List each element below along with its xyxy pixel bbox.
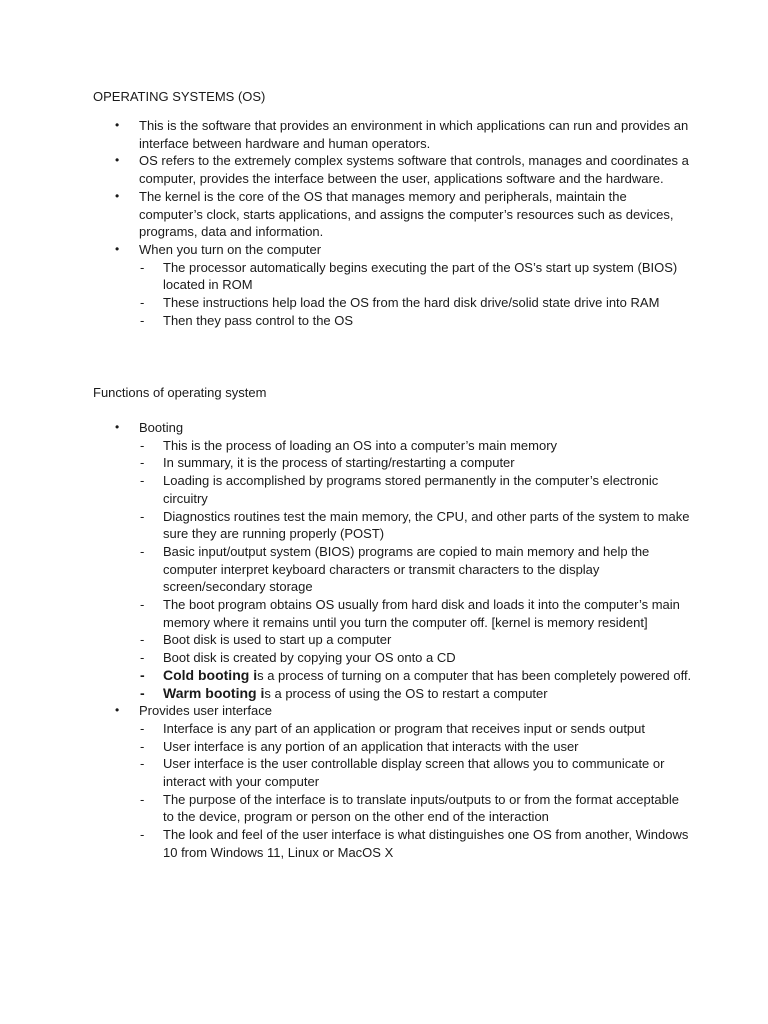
sub-list-item: - Warm booting is a process of using the OS to restart a computer — [140, 684, 548, 701]
sub-list-item: - The look and feel of the user interface is what distinguishes one OS from another, Windows 10 from Windows 11, Linux or MacOS X — [140, 827, 689, 860]
sub-list-item: - User interface is the user controllable display screen that allows you to communicate or interact with your computer — [140, 756, 665, 790]
intro-list — [93, 117, 693, 329]
dash-icon: - — [140, 312, 145, 328]
list-item: • When you turn on the computer — [115, 241, 322, 257]
sub-list-item: - In summary, it is the process of starting/restarting a computer — [140, 455, 515, 471]
bullet-icon: • — [115, 118, 120, 132]
warm-booting-term: Warm booting i — [163, 684, 265, 701]
dash-icon: - — [140, 597, 145, 613]
dash-icon: - — [140, 437, 145, 453]
list-item: • This is the software that provides an environment in which applications can run and provides an interface between hardware and human operators. — [115, 118, 689, 151]
sub-list-item: - These instructions help load the OS from the hard disk drive/solid state drive into RAM — [140, 295, 660, 311]
sub-list-item: - Diagnostics routines test the main memory, the CPU, and other parts of the system to make sure they are running properly (POST) — [140, 508, 690, 542]
list-item: • Booting — [115, 420, 184, 435]
cold-booting-term: Cold booting i — [163, 666, 258, 683]
dash-icon: - — [140, 650, 145, 666]
page-title: OPERATING SYSTEMS (OS) — [93, 89, 266, 104]
dash-icon: - — [140, 827, 145, 843]
sub-list-item: - Then they pass control to the OS — [140, 312, 354, 328]
sub-list-item: - Loading is accomplished by programs stored permanently in the computer’s electronic circuitry — [140, 473, 659, 506]
sub-list-item: - Interface is any part of an application or program that receives input or sends output — [140, 720, 645, 736]
sub-list-item: - Cold booting is a process of turning on a computer that has been completely powered off. — [140, 666, 692, 683]
bullet-icon: • — [115, 241, 120, 256]
sub-list-item: - Basic input/output system (BIOS) programs are copied to main memory and help the computer interpret keyboard characters or transmit characters to the display screen/secondary storage — [140, 543, 650, 595]
dash-icon: - — [140, 791, 145, 807]
dash-icon: - — [140, 473, 145, 489]
sub-list-item: - Boot disk is used to start up a computer — [140, 632, 392, 648]
list-item: • OS refers to the extremely complex systems software that controls, manages and coordinates a computer, provides the interface between the user, applications software and the hardware. — [115, 153, 689, 187]
dash-icon: - — [140, 684, 145, 701]
sub-list-item: - The purpose of the interface is to translate inputs/outputs to or from the format acceptable to the device, program or person on the other end of the interaction — [140, 791, 679, 825]
functions-list — [93, 419, 693, 862]
dash-icon: - — [140, 756, 145, 772]
list-item: • The kernel is the core of the OS that manages memory and peripherals, maintain the computer’s clock, starts applications, and assigns the computer’s resources such as devices, programs, data and information. — [115, 188, 674, 240]
dash-icon: - — [140, 738, 145, 754]
bullet-icon: • — [115, 153, 120, 168]
dash-icon: - — [140, 720, 145, 736]
sub-list-item: - The processor automatically begins executing the part of the OS’s start up system (BIOS) located in ROM — [140, 259, 678, 293]
sub-list-item: - This is the process of loading an OS into a computer’s main memory — [140, 437, 558, 453]
dash-icon: - — [140, 295, 145, 311]
section-heading: Functions of operating system — [93, 385, 267, 400]
bullet-icon: • — [115, 703, 120, 718]
list-item: • Provides user interface — [115, 703, 272, 719]
dash-icon: - — [140, 543, 145, 559]
sub-list-item: - Boot disk is created by copying your OS onto a CD — [140, 650, 456, 666]
bullet-icon: • — [115, 420, 120, 434]
dash-icon: - — [140, 632, 145, 648]
bullet-icon: • — [115, 188, 120, 203]
dash-icon: - — [140, 666, 145, 683]
dash-icon: - — [140, 508, 145, 524]
dash-icon: - — [140, 455, 145, 471]
dash-icon: - — [140, 259, 145, 275]
sub-list-item: - The boot program obtains OS usually from hard disk and loads it into the computer’s main memory where it remains until you turn the computer off. [kernel is memory resident] — [140, 597, 680, 630]
sub-list-item: - User interface is any portion of an application that interacts with the user — [140, 738, 579, 754]
